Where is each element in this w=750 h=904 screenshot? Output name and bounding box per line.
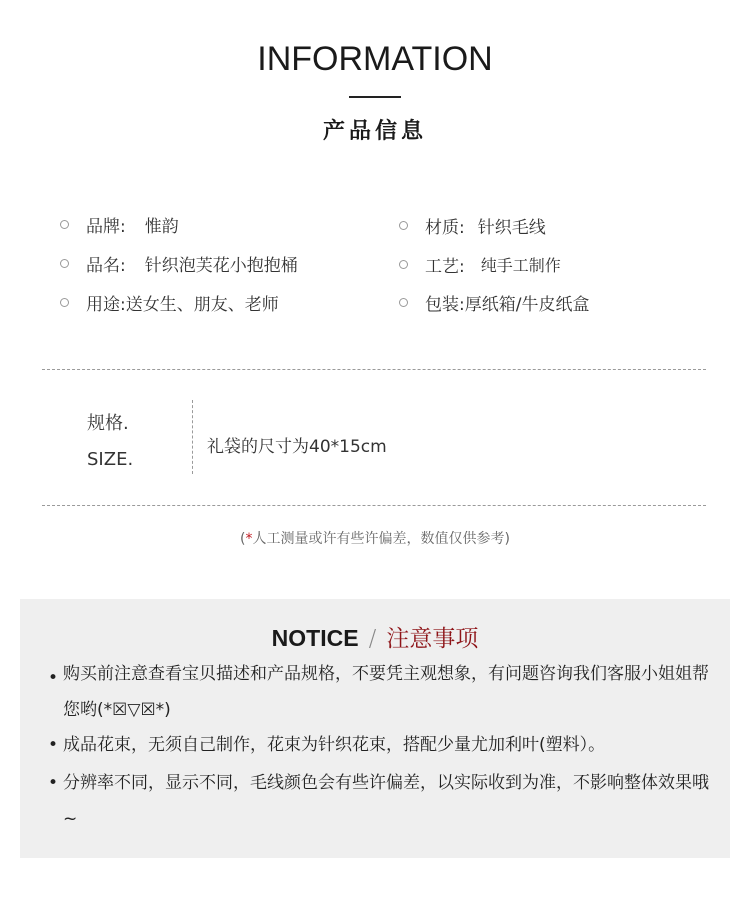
notice-item-text: 分辨率不同，显示不同，毛线颜色会有些许偏差，以实际收到为准，不影响整体效果哦~ (63, 773, 709, 829)
info-name-value: 针织泡芙花小抱抱桶 (144, 256, 298, 276)
page-title-cn: 产品信息 (322, 119, 427, 144)
notice-bullet: • (48, 735, 59, 755)
info-material-value: 针织毛线 (477, 218, 546, 238)
notice-title-cn: 注意事项 (386, 626, 479, 652)
notice-title (0, 620, 750, 653)
notice-item-text: 成品花束，无须自己制作，花束为针织花束，搭配少量尤加利叶(塑料）。 (63, 735, 606, 755)
notice-item (48, 656, 718, 728)
measurement-footnote (0, 528, 750, 548)
circle-bullet-icon (60, 220, 69, 229)
info-usage-label: 用途: (86, 295, 126, 315)
info-usage-value: 送女生、朋友、老师 (125, 295, 279, 315)
info-craft (399, 252, 561, 277)
info-name (60, 251, 298, 276)
section-divider (42, 505, 706, 506)
size-value: 礼袋的尺寸为40*15cm (207, 437, 387, 457)
info-usage (60, 290, 279, 315)
title-divider (349, 96, 401, 98)
page-title-en: INFORMATION (257, 40, 493, 78)
notice-item (48, 727, 718, 763)
circle-bullet-icon (60, 298, 69, 307)
notice-item (48, 765, 718, 837)
size-label-cn: 规格. (87, 413, 129, 434)
info-craft-value: 纯手工制作 (480, 256, 561, 275)
info-name-label: 品名: (86, 256, 126, 276)
size-divider (192, 400, 193, 474)
notice-title-slash: / (368, 626, 377, 652)
info-material (399, 213, 546, 238)
circle-bullet-icon (399, 298, 408, 307)
section-divider (42, 369, 706, 370)
notice-item-text: 购买前注意查看宝贝描述和产品规格，不要凭主观想象，有问题咨询我们客服小姐姐帮您哟(*☒▽☒*) (63, 664, 709, 720)
info-material-label: 材质: (425, 218, 465, 238)
info-package-label: 包装: (425, 295, 465, 315)
info-brand-label: 品牌: (86, 217, 126, 237)
circle-bullet-icon (399, 260, 408, 269)
info-package (399, 290, 589, 315)
notice-bullet: • (48, 668, 59, 688)
info-package-value: 厚纸箱/牛皮纸盒 (464, 295, 590, 315)
notice-bullet: • (48, 773, 59, 793)
circle-bullet-icon (399, 221, 408, 230)
footnote-open-paren: ( (240, 531, 246, 547)
footnote-star: * (245, 531, 253, 547)
size-label-en: SIZE. (87, 449, 134, 470)
footnote-text: 人工测量或许有些许偏差，数值仅供参考) (252, 531, 510, 547)
info-brand (60, 212, 179, 237)
circle-bullet-icon (60, 259, 69, 268)
notice-title-en: NOTICE (271, 625, 359, 651)
info-craft-label: 工艺: (425, 257, 465, 277)
info-brand-value: 惟韵 (144, 217, 179, 237)
